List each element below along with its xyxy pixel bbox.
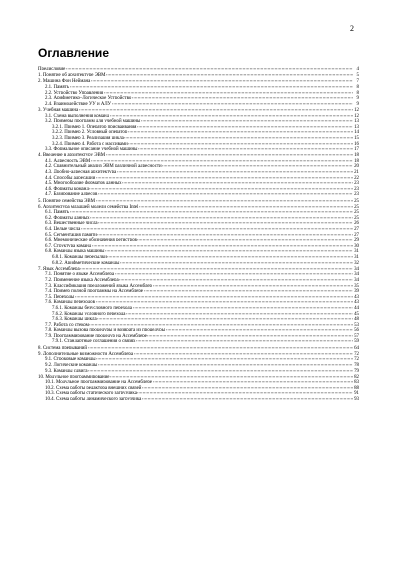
toc-entry-label: 5. Понятие семейства ЭВМ (38, 198, 95, 202)
toc-entry-page: 93 (354, 397, 359, 401)
toc-entry-label: 7.6.3. Команды цикла (52, 317, 97, 321)
toc-entry-page: 83 (354, 380, 359, 384)
toc-entry-page: 9 (356, 96, 359, 100)
toc-entry-page: 21 (354, 170, 359, 174)
toc-entry-label: 4.6. Форматы команд (45, 186, 89, 190)
toc-entry-label: 3. Учебная машина (38, 107, 79, 111)
toc-entry-label: 9. Дополнительные возможности Ассемблера (38, 351, 134, 355)
toc-entry-label: 7.4. Пример полной программы на Ассемблере (45, 289, 143, 293)
toc-entry-page: 9 (356, 101, 359, 105)
page-number: 2 (350, 24, 354, 33)
toc-entry-page: 34 (354, 277, 359, 281)
toc-entry-label: 3.2.4. Пример 4. Работа с массивами (52, 141, 128, 145)
toc-entry-label: Предисловие (38, 67, 66, 71)
toc-entry-label: 10.4. Схема работы динамического загрузчика (45, 397, 142, 401)
toc-entry-label: 6.6. Мнемонические обозначения регистров (45, 238, 137, 242)
toc-entry-label: 6.5. Сегментация памяти (45, 232, 97, 236)
dot-leader (136, 337, 353, 343)
toc-entry-page: 22 (354, 175, 359, 179)
toc-entry[interactable] (38, 196, 359, 202)
dot-leader (88, 366, 353, 372)
toc-entry-label: 7.9.1. Стандартные соглашения о связях (52, 339, 136, 343)
toc-entry-label: 9.3. Команды сдвига (45, 368, 88, 372)
toc-entry-label: 4.5. Многообразие форматов данных (45, 181, 122, 185)
toc-entry-label: 6.8.1. Команды пересылки (52, 255, 107, 259)
toc-entry-label: 2.1. Память (45, 85, 69, 89)
toc-entry-label: 7.5. Переходы (45, 294, 75, 298)
toc-entry-label: 7.6. Команды переходов (45, 300, 95, 304)
toc-entry-page: 30 (354, 243, 359, 247)
toc-entry-label: 2.3. Арифметико–Логическое Устройство (45, 96, 132, 100)
toc-entry-label: 4.1. Адресность ЭВМ (45, 158, 91, 162)
toc-entry-label: 2.4. Взаимодействие УУ и АЛУ (45, 101, 112, 105)
toc-entry-page: 45 (354, 311, 359, 315)
dot-leader (120, 258, 353, 264)
toc-entry-label: 2. Машина Фон Неймана (38, 79, 91, 83)
toc-entry[interactable] (38, 71, 359, 77)
dot-leader (106, 71, 353, 77)
toc-entry-page: 72 (354, 351, 359, 355)
toc-entry-page: 72 (354, 357, 359, 361)
toc-entry[interactable] (38, 343, 359, 349)
toc-entry-page: 26 (354, 221, 359, 225)
toc-entry-label: 3.2.3. Пример 3. Реализация цикла (52, 135, 124, 139)
toc-entry-label: 10.1. Модульное программирование на Ассемблере (45, 380, 152, 384)
toc-entry-page: 59 (354, 339, 359, 343)
toc-entry[interactable] (38, 366, 359, 372)
toc-entry-label: 7.6.1. Команды безусловного перехода (52, 305, 132, 309)
toc-entry-label: 6.8.2. Арифметические команды (52, 260, 120, 264)
toc-entry-page: 31 (354, 255, 359, 259)
toc-entry-page: 25 (354, 215, 359, 219)
toc-entry-label: 4.4. Способы адресации (45, 175, 96, 179)
toc-entry-page: 12 (354, 107, 359, 111)
toc-entry-page: 27 (354, 227, 359, 231)
toc-entry-label: 10. Модульное программирование (38, 374, 110, 378)
toc-entry-label: 4. Введение в архитектуру ЭВМ (38, 153, 106, 157)
dot-leader (96, 196, 354, 202)
toc-entry-page: 17 (354, 147, 359, 151)
toc-entry-label: 4.2. Сравнительный анализ ЭВМ различной адресности (45, 164, 162, 168)
toc-entry-page: 48 (354, 317, 359, 321)
toc-entry-label: 7. Язык Ассемблера (38, 266, 80, 270)
dot-leader (98, 190, 353, 196)
toc-entry-page: 16 (354, 141, 359, 145)
toc-entry-page: 12 (354, 113, 359, 117)
toc-entry-page: 44 (354, 305, 359, 309)
toc-entry[interactable] (38, 99, 359, 105)
toc-entry-page: 13 (354, 119, 359, 123)
toc-entry-label: 2.2. Устройство Управления (45, 90, 104, 94)
toc-entry-page: 78 (354, 362, 359, 366)
toc-entry-label: 7.9. Программирование процедур на Ассемблере (45, 333, 147, 337)
toc-entry-page: 18 (354, 153, 359, 157)
dot-leader (66, 65, 353, 71)
toc-entry-page: 27 (354, 232, 359, 236)
toc-entry-page: 25 (354, 198, 359, 202)
toc-entry-page: 79 (354, 368, 359, 372)
toc-entry-page: 91 (354, 391, 359, 395)
page-title: Оглавление (38, 46, 109, 60)
toc-entry-label: 7.8. Команды вызова процедуры и возврата из процедуры (45, 328, 166, 332)
toc-entry-label: 6.8. Команды языка машины (45, 249, 105, 253)
dot-leader (112, 99, 354, 105)
toc-entry-label: 7.2. Применение языка Ассемблера (45, 277, 119, 281)
toc-entry-label: 10.3. Схема работы статического загрузчика (45, 391, 137, 395)
toc-entry-label: 4.3. Дробно-адресная архитектура (45, 170, 117, 174)
toc-entry-page: 43 (354, 300, 359, 304)
toc-entry-page: 23 (354, 181, 359, 185)
toc-entry-page: 64 (354, 345, 359, 349)
toc-entry-label: 3.2. Примеры программ для учебной машины (45, 119, 141, 123)
toc-entry-page: 25 (354, 210, 359, 214)
toc-entry-label: 3.3. Формальное описание учебной машины (45, 147, 138, 151)
toc-entry-label: 6. Архитектура младшей модели семейства Intel (38, 204, 139, 208)
toc-entry-label: 9.2. Логические команды (45, 362, 98, 366)
toc-list (38, 64, 359, 400)
toc-entry-label: 7.1. Понятие о языке Ассемблера (45, 272, 115, 276)
toc-entry-label: 7.3. Классификация предложений языка Ассемблер (45, 283, 152, 287)
toc-entry-page: 82 (354, 374, 359, 378)
toc-entry-label: 4.7. Базирование адресов (45, 192, 98, 196)
toc-entry-label: 6.4. Целые числа (45, 227, 81, 231)
toc-entry-page: 39 (354, 289, 359, 293)
toc-entry-page: 29 (354, 238, 359, 242)
toc-entry-label: 7.6.2. Команды условного перехода (52, 311, 126, 315)
toc-entry-label: 9.1. Строковые команды (45, 357, 96, 361)
toc-entry[interactable] (38, 145, 359, 151)
toc-entry-page: 5 (356, 73, 359, 77)
dot-leader (138, 145, 353, 151)
toc-entry-page: 53 (354, 322, 359, 326)
toc-entry-page: 35 (354, 283, 359, 287)
toc-entry-page: 13 (354, 124, 359, 128)
toc-entry[interactable] (38, 65, 359, 71)
toc-entry-page: 23 (354, 186, 359, 190)
toc-entry-label: 3.2.1. Пример 1. Оператор присваивания (52, 124, 137, 128)
dot-leader (88, 343, 354, 349)
toc-entry-page: 88 (354, 385, 359, 389)
toc-entry-page: 25 (354, 204, 359, 208)
toc-entry-label: 7.7. Работа со стеком (45, 322, 89, 326)
toc-entry-page: 8 (356, 90, 359, 94)
toc-entry-page: 15 (354, 135, 359, 139)
toc-entry-page: 4 (356, 67, 359, 71)
toc-entry-label: 8. Система прерываний (38, 345, 87, 349)
toc-entry-page: 20 (354, 164, 359, 168)
dot-leader (142, 394, 353, 400)
toc-entry[interactable] (38, 394, 359, 400)
toc-entry-page: 7 (356, 79, 359, 83)
toc-entry-page: 34 (354, 266, 359, 270)
toc-entry-label: 6.3. Вещественные числа (45, 221, 98, 225)
toc-entry-page: 56 (354, 328, 359, 332)
toc-entry-page: 23 (354, 192, 359, 196)
toc-entry-page: 32 (354, 260, 359, 264)
toc-entry-label: 3.1. Схема выполнения команд (45, 113, 110, 117)
toc-entry[interactable] (38, 190, 359, 196)
toc-entry[interactable] (38, 258, 359, 264)
toc-entry-label: 6.7. Структура команд (45, 243, 92, 247)
toc-entry-page: 43 (354, 294, 359, 298)
toc-entry-label: 10.2. Схема работы редактора внешних связей (45, 385, 142, 389)
toc-entry-label: 1. Понятие об архитектуре ЭВМ (38, 73, 106, 77)
toc-entry-page: 34 (354, 272, 359, 276)
toc-entry-page: 57 (354, 333, 359, 337)
toc-entry-page: 8 (356, 85, 359, 89)
toc-entry[interactable] (38, 337, 359, 343)
toc-entry-page: 14 (354, 130, 359, 134)
toc-entry-label: 6.1. Память (45, 210, 69, 214)
toc-entry-label: 6.2. Форматы данных (45, 215, 90, 219)
toc-entry-page: 18 (354, 158, 359, 162)
toc-entry-label: 3.2.2. Пример 2. Условный оператор (52, 130, 128, 134)
toc-entry-page: 31 (354, 249, 359, 253)
